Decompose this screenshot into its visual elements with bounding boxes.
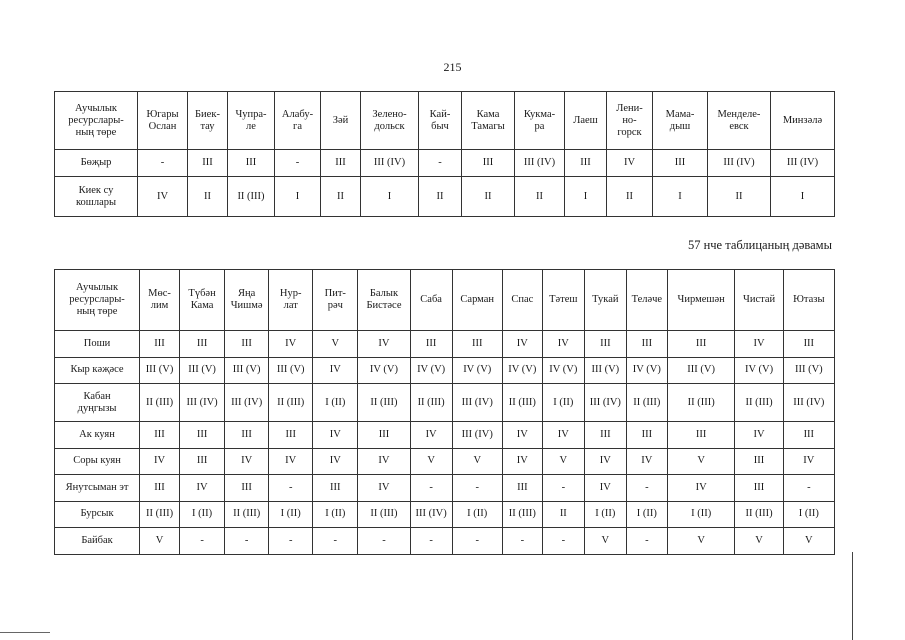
data-cell: - (542, 475, 584, 502)
header-cell-district: Югары Ослан (138, 92, 188, 150)
header-cell-district: Лени- но- горск (607, 92, 653, 150)
header-cell-district: Яңа Чишмә (225, 270, 269, 331)
header-cell-district: Лаеш (565, 92, 607, 150)
data-cell: I (II) (313, 501, 358, 528)
data-cell: IV (502, 331, 542, 358)
header-row (55, 92, 835, 150)
data-cell: I (II) (667, 501, 735, 528)
data-cell: - (358, 528, 410, 555)
data-cell: II (III) (225, 501, 269, 528)
data-cell: II (462, 177, 515, 217)
data-cell: I (II) (269, 501, 313, 528)
data-cell: IV (V) (452, 357, 502, 384)
data-cell: V (542, 448, 584, 475)
data-cell: IV (502, 448, 542, 475)
data-cell: III (269, 422, 313, 449)
data-cell: IV (V) (626, 357, 667, 384)
data-cell: II (III) (358, 501, 410, 528)
data-cell: IV (542, 422, 584, 449)
table-row (55, 448, 835, 475)
data-cell: IV (313, 448, 358, 475)
data-cell: III (V) (667, 357, 735, 384)
data-cell: IV (V) (542, 357, 584, 384)
table-continuation-caption: 57 нче таблицаның дәвамы (687, 238, 832, 252)
header-cell-district: Минзәлә (771, 92, 835, 150)
data-cell: IV (269, 448, 313, 475)
data-cell: II (III) (358, 384, 410, 422)
data-cell: III (140, 475, 180, 502)
data-cell: III (IV) (410, 501, 452, 528)
data-cell: II (708, 177, 771, 217)
data-cell: III (IV) (783, 384, 834, 422)
data-cell: - (269, 475, 313, 502)
row-label-cell: Кыр кәҗәсе (55, 357, 140, 384)
data-cell: III (735, 448, 783, 475)
data-cell: III (180, 448, 225, 475)
data-cell: - (410, 528, 452, 555)
header-cell-district: Теләче (626, 270, 667, 331)
data-cell: III (584, 331, 626, 358)
data-cell: II (III) (667, 384, 735, 422)
header-cell-district: Түбән Кама (180, 270, 225, 331)
table-row (55, 501, 835, 528)
data-cell: IV (783, 448, 834, 475)
data-cell: II (542, 501, 584, 528)
resource-table-1 (54, 91, 835, 217)
table-2-body (55, 270, 835, 555)
data-cell: III (IV) (515, 150, 565, 177)
data-cell: - (452, 475, 502, 502)
page-number: 215 (443, 60, 462, 74)
data-cell: V (584, 528, 626, 555)
data-cell: I (361, 177, 419, 217)
data-cell: III (180, 422, 225, 449)
data-cell: IV (V) (410, 357, 452, 384)
data-cell: IV (502, 422, 542, 449)
data-cell: III (IV) (361, 150, 419, 177)
header-cell-district: Зәй (321, 92, 361, 150)
data-cell: III (IV) (452, 384, 502, 422)
data-cell: III (228, 150, 275, 177)
data-cell: - (138, 150, 188, 177)
data-cell: III (783, 331, 834, 358)
data-cell: III (626, 331, 667, 358)
data-cell: II (III) (735, 501, 783, 528)
row-label-cell: Бөҗыр (55, 150, 138, 177)
data-cell: III (140, 331, 180, 358)
data-cell: IV (V) (502, 357, 542, 384)
table-row (55, 357, 835, 384)
data-cell: IV (225, 448, 269, 475)
data-cell: II (III) (410, 384, 452, 422)
data-cell: IV (358, 448, 410, 475)
table-row (55, 528, 835, 555)
data-cell: I (II) (584, 501, 626, 528)
row-label-cell: Поши (55, 331, 140, 358)
header-cell-district: Саба (410, 270, 452, 331)
data-cell: III (V) (584, 357, 626, 384)
data-cell: III (735, 475, 783, 502)
row-label-cell: Соры куян (55, 448, 140, 475)
data-cell: II (III) (140, 501, 180, 528)
resource-table-2 (54, 269, 835, 555)
data-cell: III (IV) (225, 384, 269, 422)
data-cell: III (V) (225, 357, 269, 384)
data-cell: III (321, 150, 361, 177)
data-cell: IV (584, 475, 626, 502)
data-cell: - (502, 528, 542, 555)
row-label-cell: Кабан дуңгызы (55, 384, 140, 422)
data-cell: IV (735, 331, 783, 358)
data-cell: III (V) (140, 357, 180, 384)
data-cell: III (225, 331, 269, 358)
data-cell: IV (313, 357, 358, 384)
header-cell-district: Тәтеш (542, 270, 584, 331)
data-cell: V (140, 528, 180, 555)
data-cell: II (419, 177, 462, 217)
data-cell: I (II) (452, 501, 502, 528)
table-row (55, 384, 835, 422)
data-cell: III (IV) (452, 422, 502, 449)
data-cell: IV (410, 422, 452, 449)
data-cell: I (275, 177, 321, 217)
data-cell: I (II) (783, 501, 834, 528)
data-cell: III (IV) (180, 384, 225, 422)
data-cell: III (225, 475, 269, 502)
header-cell-resource-type: Аучылык ресурслары- ның төре (55, 270, 140, 331)
data-cell: III (667, 422, 735, 449)
header-cell-district: Алабу- га (275, 92, 321, 150)
header-cell-district: Кай- быч (419, 92, 462, 150)
data-cell: IV (735, 422, 783, 449)
data-cell: III (V) (269, 357, 313, 384)
data-cell: II (III) (735, 384, 783, 422)
data-cell: II (515, 177, 565, 217)
data-cell: III (358, 422, 410, 449)
data-cell: III (783, 422, 834, 449)
data-cell: III (180, 331, 225, 358)
data-cell: III (667, 331, 735, 358)
data-cell: I (II) (313, 384, 358, 422)
header-cell-district: Тукай (584, 270, 626, 331)
data-cell: III (462, 150, 515, 177)
data-cell: IV (584, 448, 626, 475)
data-cell: IV (313, 422, 358, 449)
header-cell-district: Пит- рәч (313, 270, 358, 331)
data-cell: - (783, 475, 834, 502)
data-cell: II (607, 177, 653, 217)
data-cell: II (188, 177, 228, 217)
data-cell: I (II) (626, 501, 667, 528)
data-cell: III (IV) (771, 150, 835, 177)
table-row (55, 422, 835, 449)
table-row (55, 177, 835, 217)
row-label-cell: Киек су кошлары (55, 177, 138, 217)
data-cell: - (180, 528, 225, 555)
data-cell: IV (626, 448, 667, 475)
data-cell: II (III) (502, 384, 542, 422)
data-cell: III (IV) (584, 384, 626, 422)
table-row (55, 475, 835, 502)
data-cell: V (735, 528, 783, 555)
data-cell: - (452, 528, 502, 555)
header-cell-district: Кама Тамагы (462, 92, 515, 150)
data-cell: - (275, 150, 321, 177)
data-cell: V (410, 448, 452, 475)
table-row (55, 331, 835, 358)
data-cell: III (626, 422, 667, 449)
data-cell: - (313, 528, 358, 555)
data-cell: - (626, 475, 667, 502)
data-cell: V (667, 528, 735, 555)
data-cell: III (565, 150, 607, 177)
data-cell: - (410, 475, 452, 502)
data-cell: - (225, 528, 269, 555)
data-cell: I (653, 177, 708, 217)
data-cell: I (565, 177, 607, 217)
header-cell-district: Сарман (452, 270, 502, 331)
data-cell: IV (269, 331, 313, 358)
data-cell: IV (607, 150, 653, 177)
header-cell-district: Спас (502, 270, 542, 331)
data-cell: IV (358, 475, 410, 502)
row-label-cell: Бурсык (55, 501, 140, 528)
row-label-cell: Янутсыман эт (55, 475, 140, 502)
header-cell-district: Мама- дыш (653, 92, 708, 150)
header-cell-district: Кукма- ра (515, 92, 565, 150)
data-cell: III (410, 331, 452, 358)
footer-mark (0, 632, 50, 633)
header-cell-district: Нур- лат (269, 270, 313, 331)
data-cell: IV (358, 331, 410, 358)
data-cell: I (II) (180, 501, 225, 528)
data-cell: V (783, 528, 834, 555)
data-cell: I (II) (542, 384, 584, 422)
data-cell: III (IV) (708, 150, 771, 177)
data-cell: III (V) (180, 357, 225, 384)
row-label-cell: Ак куян (55, 422, 140, 449)
data-cell: III (584, 422, 626, 449)
header-cell-district: Биек- тау (188, 92, 228, 150)
data-cell: II (III) (502, 501, 542, 528)
data-cell: IV (138, 177, 188, 217)
data-cell: III (225, 422, 269, 449)
data-cell: - (269, 528, 313, 555)
table-row (55, 150, 835, 177)
header-cell-district: Чистай (735, 270, 783, 331)
header-cell-district: Менделе- евск (708, 92, 771, 150)
header-cell-district: Мөс- лим (140, 270, 180, 331)
data-cell: III (188, 150, 228, 177)
data-cell: IV (V) (358, 357, 410, 384)
data-cell: V (313, 331, 358, 358)
data-cell: II (III) (269, 384, 313, 422)
header-cell-district: Чирмешән (667, 270, 735, 331)
data-cell: III (502, 475, 542, 502)
header-cell-resource-type: Аучылык ресурслары- ның төре (55, 92, 138, 150)
header-cell-district: Ютазы (783, 270, 834, 331)
data-cell: III (653, 150, 708, 177)
data-cell: - (542, 528, 584, 555)
data-cell: IV (V) (735, 357, 783, 384)
data-cell: III (140, 422, 180, 449)
data-cell: II (III) (626, 384, 667, 422)
data-cell: III (V) (783, 357, 834, 384)
data-cell: III (452, 331, 502, 358)
data-cell: IV (667, 475, 735, 502)
header-row (55, 270, 835, 331)
margin-rule-line (852, 552, 853, 640)
header-cell-district: Зелено- дольск (361, 92, 419, 150)
data-cell: I (771, 177, 835, 217)
data-cell: III (313, 475, 358, 502)
data-cell: - (419, 150, 462, 177)
header-cell-district: Чупра- ле (228, 92, 275, 150)
data-cell: V (452, 448, 502, 475)
data-cell: IV (140, 448, 180, 475)
table-1-body (55, 92, 835, 217)
data-cell: - (626, 528, 667, 555)
data-cell: IV (542, 331, 584, 358)
data-cell: IV (180, 475, 225, 502)
data-cell: II (III) (228, 177, 275, 217)
data-cell: II (321, 177, 361, 217)
data-cell: II (III) (140, 384, 180, 422)
data-cell: V (667, 448, 735, 475)
row-label-cell: Байбак (55, 528, 140, 555)
header-cell-district: Балык Бистәсе (358, 270, 410, 331)
